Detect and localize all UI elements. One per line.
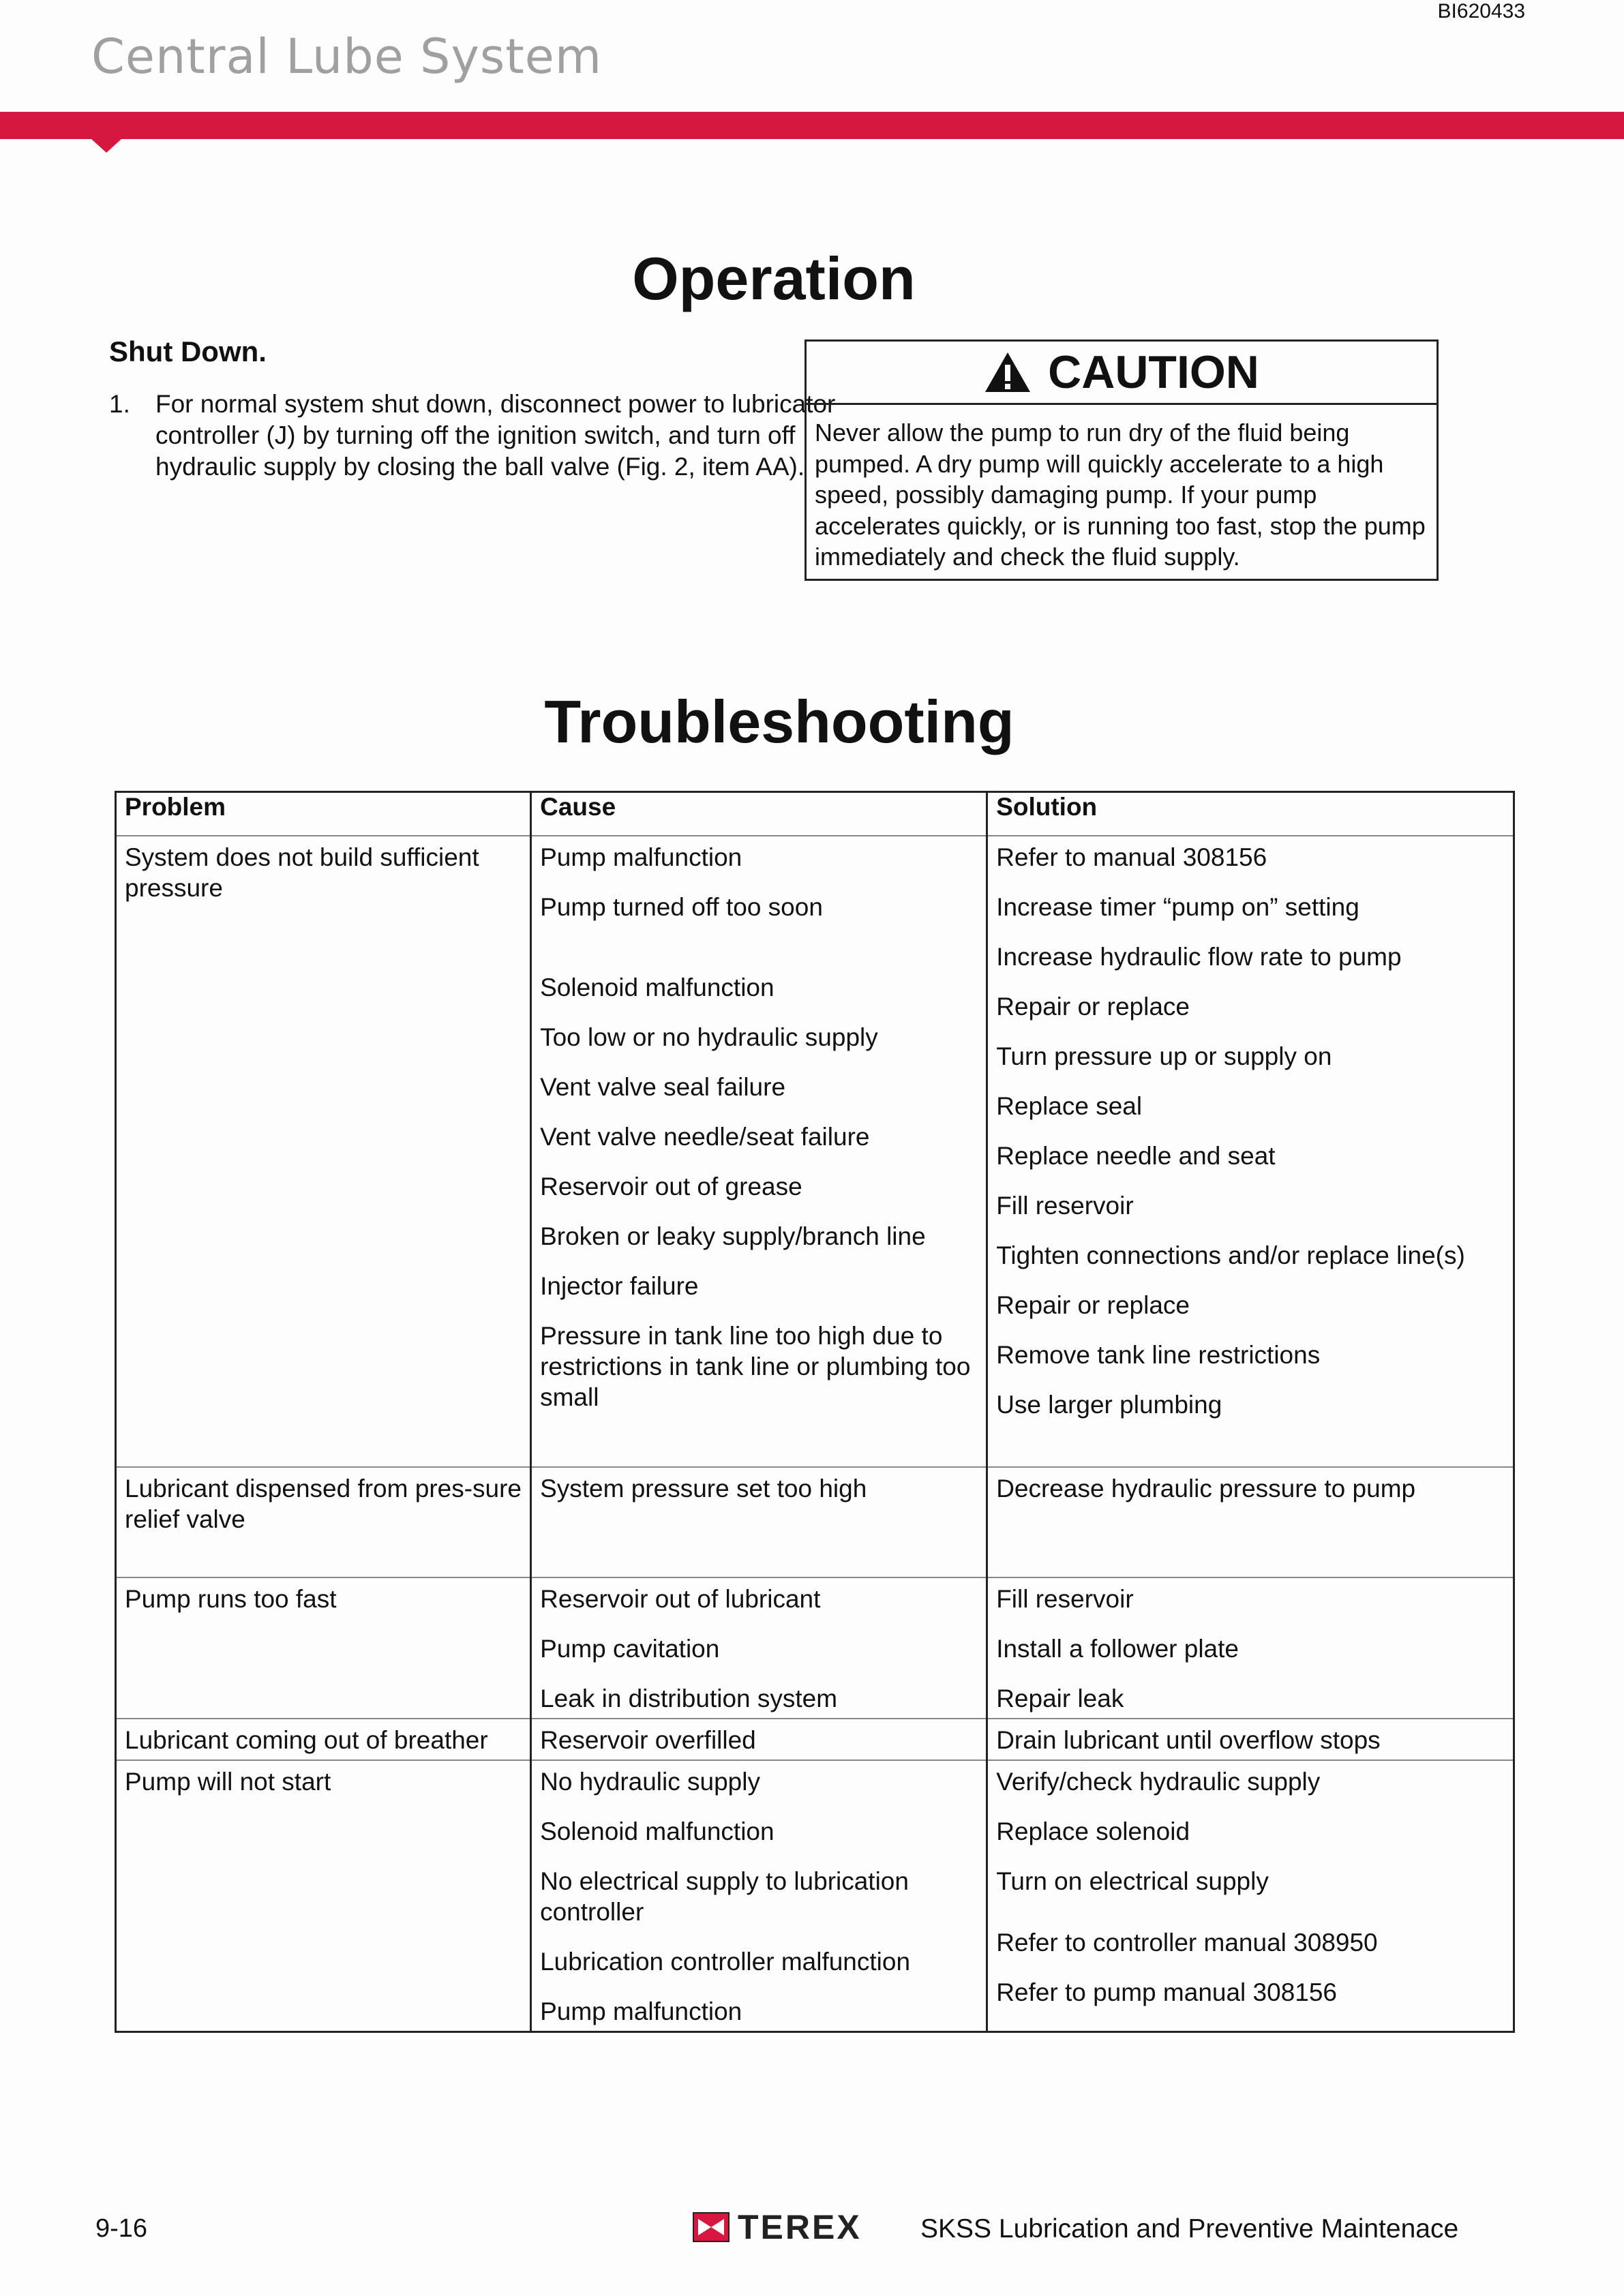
problem-text: Pump runs too fast bbox=[125, 1585, 337, 1613]
caution-label: CAUTION bbox=[1048, 346, 1259, 398]
shutdown-heading: Shut Down. bbox=[109, 335, 267, 367]
troubleshooting-table bbox=[115, 791, 1515, 2033]
solution-cell bbox=[987, 1467, 1514, 1577]
problem-cell bbox=[116, 1577, 531, 1719]
solution-text: Repair leak bbox=[996, 1685, 1124, 1712]
solution-text: Increase hydraulic flow rate to pump bbox=[996, 943, 1402, 971]
solution-text: Refer to manual 308156 bbox=[996, 843, 1267, 871]
header-problem: Problem bbox=[116, 792, 531, 836]
problem-cell bbox=[116, 1467, 531, 1577]
solution-text: Replace seal bbox=[996, 1092, 1143, 1120]
cause-cell bbox=[531, 1577, 987, 1719]
cause-cell bbox=[531, 836, 987, 1467]
cause-text: Leak in distribution system bbox=[540, 1685, 838, 1712]
solution-cell bbox=[987, 1760, 1514, 2032]
step-number: 1. bbox=[109, 390, 130, 418]
cause-text: Pump malfunction bbox=[540, 1997, 742, 2025]
cause-text: Broken or leaky supply/branch line bbox=[540, 1222, 926, 1250]
cause-text: Solenoid malfunction bbox=[540, 1817, 775, 1845]
cause-text: System pressure set too high bbox=[540, 1475, 867, 1502]
solution-text: Turn pressure up or supply on bbox=[996, 1042, 1332, 1070]
solution-text: Increase timer “pump on” setting bbox=[996, 893, 1359, 921]
cause-text: Reservoir overfilled bbox=[540, 1726, 756, 1754]
logo-text: TEREX bbox=[738, 2208, 862, 2246]
solution-text: Refer to controller manual 308950 bbox=[996, 1929, 1378, 1957]
solution-text: Repair or replace bbox=[996, 1291, 1190, 1319]
problem-cell bbox=[116, 1760, 531, 2032]
cause-cell bbox=[531, 1467, 987, 1577]
document-id: BI620433 bbox=[1437, 0, 1525, 22]
problem-text: Lubricant dispensed from pres-sure relief valve bbox=[125, 1475, 522, 1533]
solution-text: Verify/check hydraulic supply bbox=[996, 1768, 1321, 1796]
solution-text: Decrease hydraulic pressure to pump bbox=[996, 1475, 1416, 1502]
table-row bbox=[116, 1467, 1514, 1577]
problem-text: Pump will not start bbox=[125, 1768, 331, 1796]
solution-text: Use larger plumbing bbox=[996, 1391, 1222, 1419]
solution-text: Fill reservoir bbox=[996, 1585, 1134, 1613]
problem-cell bbox=[116, 836, 531, 1467]
header-bar-notch bbox=[91, 139, 121, 153]
problem-text: Lubricant coming out of breather bbox=[125, 1726, 488, 1754]
solution-text: Tighten connections and/or replace line(s) bbox=[996, 1241, 1465, 1269]
problem-text: System does not build sufficient pressure bbox=[125, 843, 479, 902]
warning-icon bbox=[984, 351, 1032, 393]
solution-text: Fill reservoir bbox=[996, 1192, 1134, 1220]
table-header-row bbox=[116, 792, 1514, 836]
header-cause: Cause bbox=[531, 792, 987, 836]
step-text: For normal system shut down, disconnect power to lubricator controller (J) by turning off the ignition switch, and turn off hydraulic supply by closing the ball valve (Fig. 2, item AA). bbox=[155, 390, 836, 481]
solution-text: Turn on electrical supply bbox=[996, 1867, 1269, 1895]
solution-text: Repair or replace bbox=[996, 993, 1190, 1021]
solution-cell bbox=[987, 1719, 1514, 1760]
cause-text: Reservoir out of lubricant bbox=[540, 1585, 821, 1613]
troubleshooting-title: Troubleshooting bbox=[544, 688, 1014, 755]
cause-text: Injector failure bbox=[540, 1272, 699, 1300]
header-bar bbox=[0, 112, 1624, 139]
cause-text: No hydraulic supply bbox=[540, 1768, 760, 1796]
cause-text: Too low or no hydraulic supply bbox=[540, 1023, 878, 1051]
cause-text: Solenoid malfunction bbox=[540, 973, 775, 1001]
table-row bbox=[116, 1719, 1514, 1760]
problem-cell bbox=[116, 1719, 531, 1760]
solution-text: Install a follower plate bbox=[996, 1635, 1239, 1663]
solution-text: Drain lubricant until overflow stops bbox=[996, 1726, 1381, 1754]
solution-text: Replace needle and seat bbox=[996, 1142, 1276, 1170]
solution-text: Refer to pump manual 308156 bbox=[996, 1978, 1338, 2006]
cause-text: Lubrication controller malfunction bbox=[540, 1948, 911, 1976]
caution-header bbox=[807, 342, 1437, 405]
caution-box bbox=[805, 339, 1439, 581]
cause-text: Pressure in tank line too high due to restrictions in tank line or plumbing too small bbox=[540, 1322, 971, 1411]
cause-text: Pump cavitation bbox=[540, 1635, 720, 1663]
cause-text: Reservoir out of grease bbox=[540, 1173, 802, 1200]
operation-title: Operation bbox=[632, 245, 916, 312]
table-row bbox=[116, 1760, 1514, 2032]
terex-logo bbox=[693, 2207, 862, 2247]
book-title: SKSS Lubrication and Preventive Maintenace bbox=[920, 2214, 1459, 2244]
cause-cell bbox=[531, 1719, 987, 1760]
table-row bbox=[116, 1577, 1514, 1719]
cause-text: Vent valve needle/seat failure bbox=[540, 1123, 870, 1151]
header-solution: Solution bbox=[987, 792, 1514, 836]
solution-text: Remove tank line restrictions bbox=[996, 1341, 1321, 1369]
terex-logo-icon bbox=[693, 2212, 730, 2242]
solution-cell bbox=[987, 836, 1514, 1467]
cause-text: Pump turned off too soon bbox=[540, 893, 823, 921]
header-title: Central Lube System bbox=[91, 29, 603, 85]
table-row bbox=[116, 836, 1514, 1467]
cause-text: Pump malfunction bbox=[540, 843, 742, 871]
page-number: 9-16 bbox=[95, 2214, 148, 2243]
cause-text: No electrical supply to lubrication controller bbox=[540, 1867, 909, 1926]
cause-cell bbox=[531, 1760, 987, 2032]
solution-cell bbox=[987, 1577, 1514, 1719]
caution-text: Never allow the pump to run dry of the fluid being pumped. A dry pump will quickly accelerate to a high speed, possibly damaging pump. If your pump accelerates quickly, or is running too fast, stop the pump immediately and check the fluid supply. bbox=[815, 419, 1426, 571]
cause-text: Vent valve seal failure bbox=[540, 1073, 786, 1101]
solution-text: Replace solenoid bbox=[996, 1817, 1190, 1845]
